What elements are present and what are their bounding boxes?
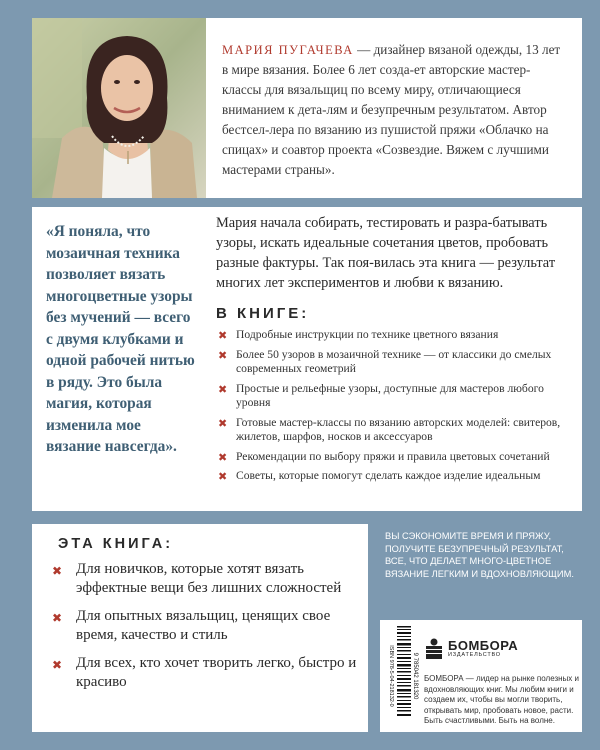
cross-stitch-icon: ✖ — [218, 382, 228, 396]
list-item — [48, 607, 358, 645]
cross-stitch-icon: ✖ — [218, 348, 228, 362]
list-item — [216, 416, 572, 445]
barcode-digits: 9 785042 181320 — [412, 652, 418, 700]
list-item-text: Простые и рельефные узоры, доступные для мастеров любого уровня — [236, 381, 544, 409]
author-bio-text: — дизайнер вязаной одежды, 13 лет в мире вязания. Более 6 лет созда-ет авторские мастер-классы для вязальщиц по всему миру, отличающиеся вниманием к дета-лям и безупречным результатом. Автор бестсел-лера по вязанию из пушистой пряжи «Облачко на спицах» и соавтор проекта «Созвездие. Вяжем с лучшими мастерами страны». — [222, 42, 561, 177]
audience-heading: ЭТА КНИГА: — [58, 536, 174, 552]
author-photo-image — [32, 18, 206, 198]
cross-stitch-icon: ✖ — [52, 564, 63, 578]
author-bio — [222, 40, 568, 180]
author-name: МАРИЯ ПУГАЧЕВА — [222, 43, 354, 57]
isbn-text: ISBN 978-5-04-218132-0 — [388, 645, 394, 707]
author-quote: «Я поняла, что мозаичная техника позволяет вязать многоцветные узоры без мучений — всего с двумя клубками и одной рабочей нитью в ряду. Это была магия, которая изменила мое вязание навсегда». — [46, 223, 195, 455]
publisher-description — [424, 674, 580, 727]
bombora-logo-icon — [424, 638, 444, 660]
list-item-text: Готовые мастер-классы по вязанию авторских моделей: свитеров, жилетов, шарфов, носков и аксессуаров — [236, 415, 561, 443]
publisher-box — [380, 620, 582, 732]
intro-text: Мария начала собирать, тестировать и разра-батывать узоры, искать идеальные сочетания цветов, пробовать разные фактуры. Так поя-вилась эта книга — результат многих лет экспериментов и любви к вязанию. — [216, 215, 556, 291]
cross-stitch-icon: ✖ — [218, 329, 228, 342]
list-item-text: Для всех, кто хочет творить легко, быстро и красиво — [76, 655, 357, 690]
cross-stitch-icon: ✖ — [218, 450, 228, 464]
list-item — [48, 560, 358, 598]
cross-stitch-icon: ✖ — [218, 470, 228, 483]
publisher-name: БОМБОРА — [448, 638, 519, 653]
list-item-text: Советы, которые помогут сделать каждое изделие идеальным — [236, 469, 541, 482]
description-box — [206, 207, 582, 511]
quote-box — [32, 207, 206, 511]
in-book-list — [216, 328, 572, 484]
list-item-text: Подробные инструкции по технике цветного вязания — [236, 328, 499, 341]
cross-stitch-icon: ✖ — [218, 416, 228, 430]
publisher-brand: БОМБОРА — [424, 674, 464, 683]
barcode — [380, 620, 416, 732]
cross-stitch-icon: ✖ — [52, 658, 63, 672]
in-book-heading: В КНИГЕ: — [216, 305, 310, 322]
list-item — [216, 348, 572, 377]
list-item — [216, 469, 572, 484]
author-bio-box — [206, 18, 582, 198]
list-item — [216, 450, 572, 465]
publisher-logo — [424, 638, 574, 660]
publisher-subtitle: ИЗДАТЕЛЬСТВО — [448, 652, 501, 658]
list-item-text: Рекомендации по выбору пряжи и правила цветовых сочетаний — [236, 449, 550, 463]
audience-box — [32, 524, 368, 732]
barcode-graphic — [380, 620, 416, 732]
cross-stitch-icon: ✖ — [52, 611, 63, 625]
audience-list — [48, 560, 358, 692]
publisher-desc-text: — лидер на рынке полезных и вдохновляющих книг. Мы любим книги и создаем их, чтобы вы могли творить, открывать мир, пробовать новое, расти. Быть счастливыми. Быть на волне. — [424, 674, 579, 725]
list-item-text: Более 50 узоров в мозаичной технике — от классики до смелых современных геометрий — [236, 347, 552, 375]
list-item — [48, 654, 358, 692]
list-item — [216, 328, 572, 343]
author-photo — [32, 18, 206, 198]
slogan-text: ВЫ СЭКОНОМИТЕ ВРЕМЯ И ПРЯЖУ, ПОЛУЧИТЕ БЕЗУПРЕЧНЫЙ РЕЗУЛЬТАТ, ВСЕ, ЧТО ДЕЛАЕТ МНОГО-ЦВЕТНОЕ ВЯЗАНИЕ ЛЕГКИМ И ВДОХНОВЛЯЮЩИМ. — [385, 531, 574, 579]
list-item — [216, 382, 572, 411]
list-item-text: Для новичков, которые хотят вязать эффектные вещи без лишних сложностей — [76, 561, 342, 596]
list-item-text: Для опытных вязальщиц, ценящих свое время, качество и стиль — [76, 608, 331, 643]
